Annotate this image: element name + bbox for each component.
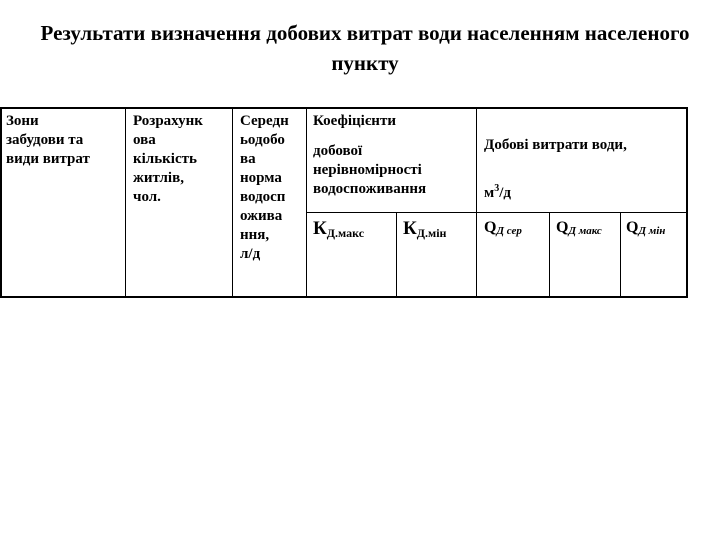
header-flow-title: Добові витрати води, — [484, 137, 627, 153]
q-max-label: QД макс — [556, 219, 602, 237]
table-border-bottom — [0, 296, 688, 298]
header-zones: Зони забудови та види витрат — [6, 113, 90, 167]
col-divider — [476, 107, 477, 298]
header-coef-desc: добової нерівномірності водоспоживання — [313, 143, 427, 197]
k-max-label: КД.макс — [313, 218, 365, 240]
col-divider — [125, 107, 126, 298]
col-divider — [396, 212, 397, 298]
page-title: Результати визначення добових витрат води населенням населеного пункту — [40, 21, 690, 75]
header-coef-title: Коефіцієнти — [313, 113, 396, 129]
table-border-left — [0, 107, 2, 298]
header-flow-unit: $м^3/д$ — [484, 183, 511, 201]
col-divider — [306, 107, 307, 298]
k-min-label: КД.мін — [403, 218, 447, 240]
header-norm: Середн ьодобо ва норма водосп ожива ння, л/д — [240, 113, 289, 262]
table-border-right — [686, 107, 688, 298]
q-avg-label: QД сер — [484, 219, 522, 237]
q-min-label: QД мін — [626, 219, 666, 237]
table-border-top — [0, 107, 688, 109]
col-divider — [232, 107, 233, 298]
header-calc-count: Розрахунк ова кількість житлів, чол. — [133, 113, 203, 205]
header-flow — [484, 112, 627, 226]
